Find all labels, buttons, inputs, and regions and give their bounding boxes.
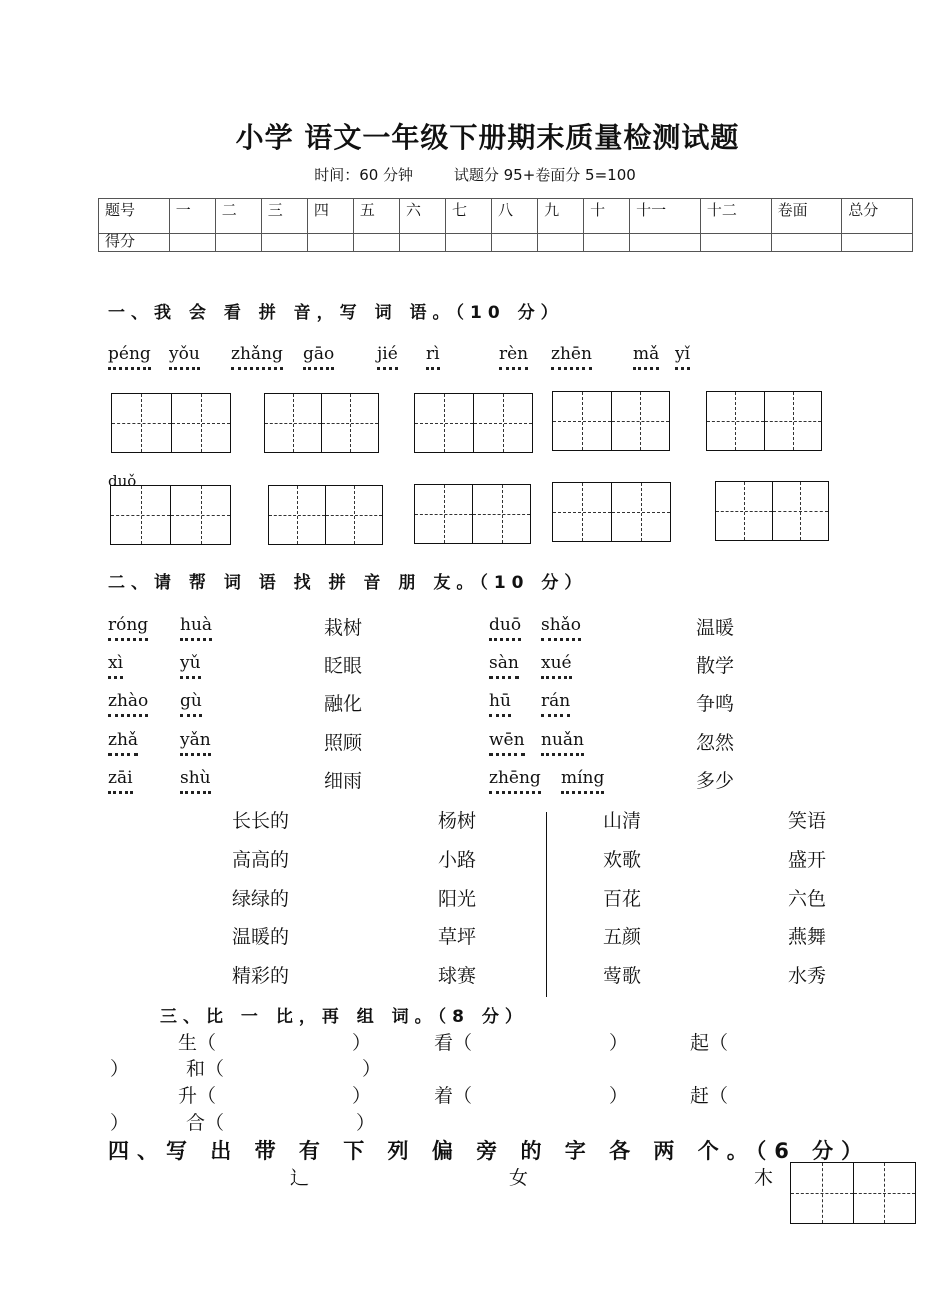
pinyin: zhēng	[489, 768, 541, 788]
paren-close: ）	[352, 1085, 372, 1107]
score-cell[interactable]	[538, 234, 584, 252]
match-word: 绿绿的	[232, 888, 290, 910]
score-cell[interactable]	[307, 234, 353, 252]
paren-close: ）	[356, 1112, 376, 1134]
compare-item: 看（	[434, 1032, 473, 1054]
writing-grid[interactable]	[552, 482, 671, 542]
compare-item: 生（	[178, 1032, 217, 1054]
section4-heading: 四、写 出 带 有 下 列 偏 旁 的 字 各 两 个。（6 分）	[108, 1139, 871, 1163]
match-word: 欢歌	[603, 849, 642, 871]
score-cell[interactable]	[700, 234, 771, 252]
pinyin: shǎo	[541, 615, 581, 635]
divider-line	[546, 812, 547, 997]
exam-info	[0, 164, 950, 185]
pinyin: zhǎ	[108, 730, 138, 750]
pinyin-fragment: duǒ	[108, 472, 137, 490]
pinyin: rì	[426, 344, 440, 364]
score-cell[interactable]	[584, 234, 630, 252]
radical: 女	[509, 1167, 529, 1189]
pinyin: nuǎn	[541, 730, 584, 750]
radical: 木	[754, 1167, 774, 1189]
writing-grid[interactable]	[552, 391, 670, 451]
table-cell: 一	[169, 199, 215, 234]
match-word: 笑语	[788, 810, 827, 832]
pinyin: míng	[561, 768, 604, 788]
match-word: 球赛	[438, 965, 477, 987]
score-cell[interactable]	[771, 234, 842, 252]
pinyin: jié	[377, 344, 398, 364]
pinyin: gù	[180, 691, 202, 711]
writing-grid[interactable]	[111, 393, 231, 453]
match-word: 杨树	[438, 810, 477, 832]
match-word: 温暖的	[232, 926, 290, 948]
compare-item: 和（	[186, 1058, 225, 1080]
pinyin: hū	[489, 691, 511, 711]
section2-heading: 二、请 帮 词 语 找 拼 音 朋 友。（10 分）	[108, 573, 588, 593]
pinyin: yǐ	[675, 344, 690, 364]
section3-heading: 三、比 一 比，再 组 词。（8 分）	[160, 1007, 528, 1027]
exam-score: 试题分 95+卷面分 5=100	[453, 166, 636, 184]
paren-close: ）	[609, 1085, 629, 1107]
match-word: 长长的	[232, 810, 290, 832]
pinyin: rán	[541, 691, 570, 711]
match-word: 山清	[603, 810, 642, 832]
word: 栽树	[324, 617, 363, 639]
table-cell: 题号	[99, 199, 170, 234]
match-word: 小路	[438, 849, 477, 871]
word: 忽然	[696, 732, 735, 754]
writing-grid[interactable]	[264, 393, 379, 453]
table-cell: 七	[445, 199, 491, 234]
word: 照顾	[324, 732, 363, 754]
compare-item: 升（	[178, 1085, 217, 1107]
match-word: 精彩的	[232, 965, 290, 987]
compare-item: 起（	[690, 1032, 729, 1054]
pinyin: mǎ	[633, 344, 659, 364]
pinyin: yǔ	[180, 653, 201, 673]
table-cell: 六	[399, 199, 445, 234]
table-cell: 总分	[842, 199, 913, 234]
section1-heading: 一、我 会 看 拼 音，写 词 语。（10 分）	[108, 303, 564, 323]
score-table-score-row	[99, 234, 913, 252]
paren-close: ）	[362, 1058, 382, 1080]
match-word: 燕舞	[788, 926, 827, 948]
compare-item: 着（	[434, 1085, 473, 1107]
table-cell: 卷面	[771, 199, 842, 234]
paren-close: ）	[352, 1032, 372, 1054]
pinyin: xì	[108, 653, 123, 673]
pinyin: gāo	[303, 344, 334, 364]
match-word: 百花	[603, 888, 642, 910]
pinyin: zhēn	[551, 344, 592, 364]
score-cell[interactable]	[169, 234, 215, 252]
table-cell: 十二	[700, 199, 771, 234]
match-word: 草坪	[438, 926, 477, 948]
score-cell[interactable]	[399, 234, 445, 252]
pinyin: róng	[108, 615, 148, 635]
match-word: 阳光	[438, 888, 477, 910]
pinyin: rèn	[499, 344, 528, 364]
pinyin: huà	[180, 615, 212, 635]
match-word: 六色	[788, 888, 827, 910]
writing-grid[interactable]	[715, 481, 829, 541]
table-cell: 八	[492, 199, 538, 234]
word: 细雨	[324, 770, 363, 792]
table-cell: 二	[215, 199, 261, 234]
match-word: 高高的	[232, 849, 290, 871]
word: 融化	[324, 693, 363, 715]
pinyin: zāi	[108, 768, 133, 788]
pinyin: wēn	[489, 730, 525, 750]
word: 温暖	[696, 617, 735, 639]
writing-grid[interactable]	[706, 391, 822, 451]
paren-close: ）	[110, 1058, 130, 1080]
compare-item: 赶（	[690, 1085, 729, 1107]
score-cell[interactable]	[492, 234, 538, 252]
page-title: 小学 语文一年级下册期末质量检测试题	[235, 121, 740, 154]
paren-close: ）	[110, 1112, 130, 1134]
writing-grid[interactable]	[414, 484, 531, 544]
pinyin: duō	[489, 615, 521, 635]
pinyin: yǎn	[180, 730, 211, 750]
pinyin: shù	[180, 768, 211, 788]
score-cell[interactable]	[445, 234, 491, 252]
score-cell[interactable]	[630, 234, 701, 252]
writing-grid[interactable]	[110, 485, 231, 545]
word: 争鸣	[696, 693, 735, 715]
compare-item: 合（	[186, 1112, 225, 1134]
exam-time: 时间：60 分钟	[314, 166, 414, 184]
table-cell: 四	[307, 199, 353, 234]
match-word: 莺歌	[603, 965, 642, 987]
writing-grid[interactable]	[414, 393, 533, 453]
pinyin: péng	[108, 344, 151, 364]
table-cell: 十	[584, 199, 630, 234]
score-cell[interactable]	[261, 234, 307, 252]
score-cell[interactable]	[842, 234, 913, 252]
word: 眨眼	[324, 655, 363, 677]
writing-grid[interactable]	[268, 485, 383, 545]
pinyin: zhào	[108, 691, 148, 711]
score-cell[interactable]	[353, 234, 399, 252]
paren-close: ）	[609, 1032, 629, 1054]
pinyin: xué	[541, 653, 572, 673]
match-word: 五颜	[603, 926, 642, 948]
table-cell: 五	[353, 199, 399, 234]
table-cell: 九	[538, 199, 584, 234]
word: 散学	[696, 655, 735, 677]
table-cell: 三	[261, 199, 307, 234]
score-cell[interactable]	[215, 234, 261, 252]
table-cell: 十一	[630, 199, 701, 234]
match-word: 水秀	[788, 965, 827, 987]
score-table-header-row	[99, 199, 913, 234]
pinyin: zhǎng	[231, 344, 283, 364]
radical: 辶	[290, 1167, 310, 1189]
match-word: 盛开	[788, 849, 827, 871]
table-cell: 得分	[99, 234, 170, 252]
writing-grid[interactable]	[790, 1162, 916, 1224]
score-table	[98, 198, 913, 252]
word: 多少	[696, 770, 735, 792]
pinyin: yǒu	[169, 344, 200, 364]
pinyin: sàn	[489, 653, 519, 673]
